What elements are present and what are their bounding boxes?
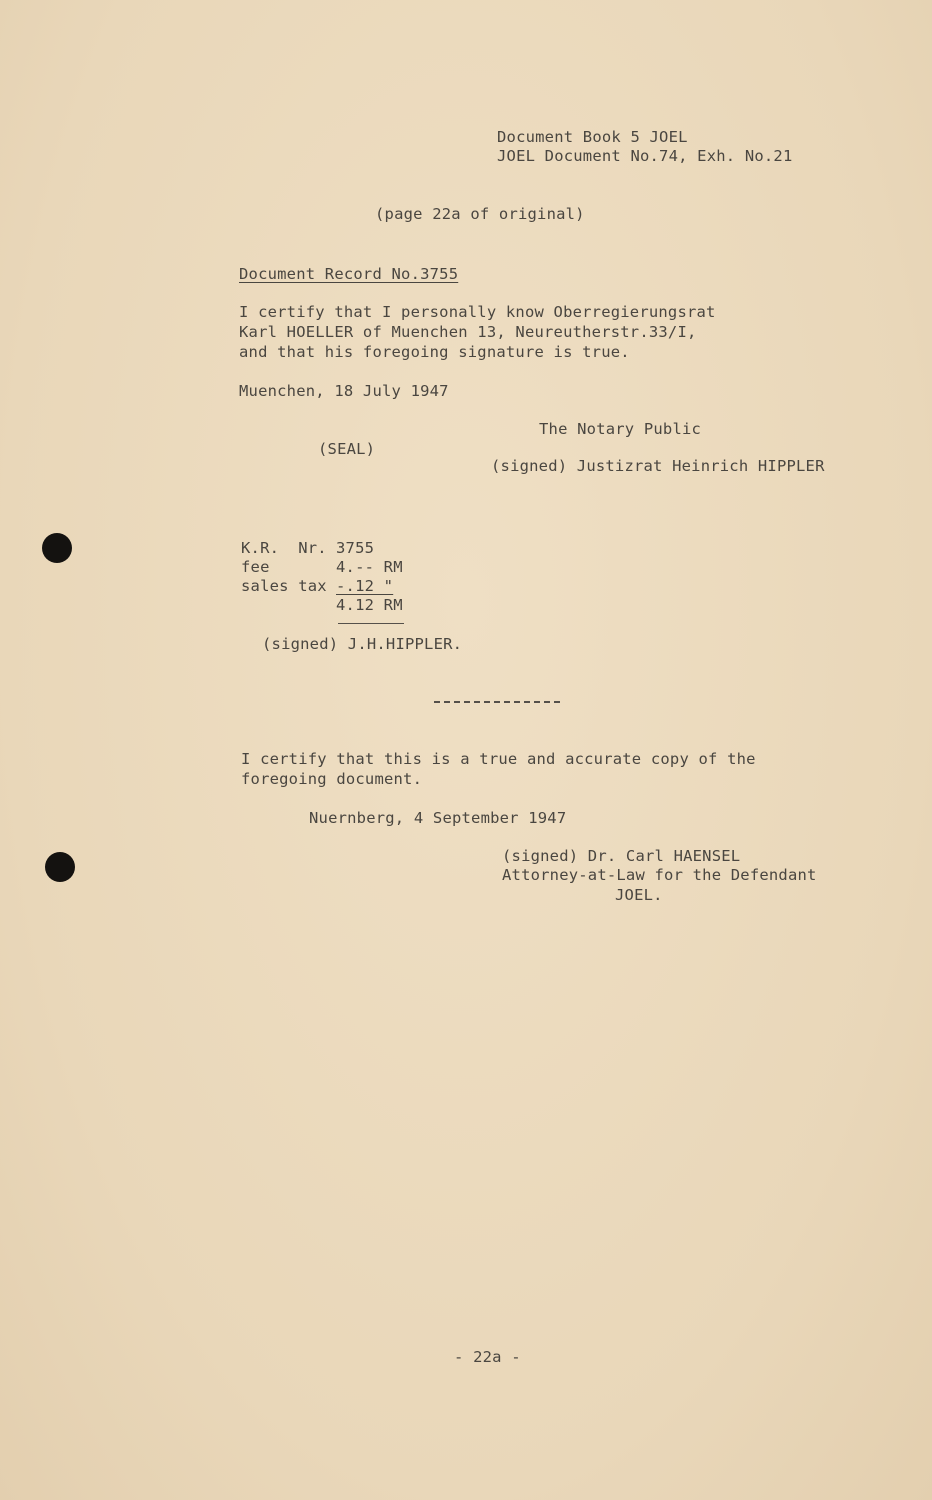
fees-signature: (signed) J.H.HIPPLER. xyxy=(262,635,463,653)
notary-signature: (signed) Justizrat Heinrich HIPPLER xyxy=(491,457,825,475)
section-separator xyxy=(434,701,560,703)
page-reference: (page 22a of original) xyxy=(375,205,585,223)
copy-place-date: Nuernberg, 4 September 1947 xyxy=(309,809,567,827)
kr-label: K.R. Nr. xyxy=(241,539,327,557)
page-number: - 22a - xyxy=(454,1348,521,1366)
attorney-role: Attorney-at-Law for the Defendant xyxy=(502,866,817,884)
notary-title: The Notary Public xyxy=(539,420,702,438)
fee-label: fee xyxy=(241,558,270,576)
certification-line-1: I certify that I personally know Oberregierungsrat xyxy=(239,303,716,321)
sales-tax-value: -.12 " xyxy=(336,577,394,595)
kr-value: 3755 xyxy=(336,539,375,557)
place-date: Muenchen, 18 July 1947 xyxy=(239,382,449,400)
fee-total: 4.12 RM xyxy=(336,596,403,614)
copy-certification-line-1: I certify that this is a true and accurate copy of the xyxy=(241,750,756,768)
sales-tax-label: sales tax xyxy=(241,577,327,595)
punch-hole-upper xyxy=(42,533,72,563)
certification-line-2: Karl HOELLER of Muenchen 13, Neureutherstr.33/I, xyxy=(239,323,697,341)
header-document-book: Document Book 5 JOEL xyxy=(497,128,688,146)
punch-hole-lower xyxy=(45,852,75,882)
fee-value: 4.-- RM xyxy=(336,558,403,576)
certification-line-3: and that his foregoing signature is true. xyxy=(239,343,630,361)
copy-certification-line-2: foregoing document. xyxy=(241,770,423,788)
total-rule xyxy=(338,623,404,624)
seal-label: (SEAL) xyxy=(318,440,376,458)
record-title: Document Record No.3755 xyxy=(239,265,459,283)
header-document-number: JOEL Document No.74, Exh. No.21 xyxy=(497,147,793,165)
attorney-signature: (signed) Dr. Carl HAENSEL xyxy=(502,847,741,865)
attorney-client: JOEL. xyxy=(615,886,663,904)
